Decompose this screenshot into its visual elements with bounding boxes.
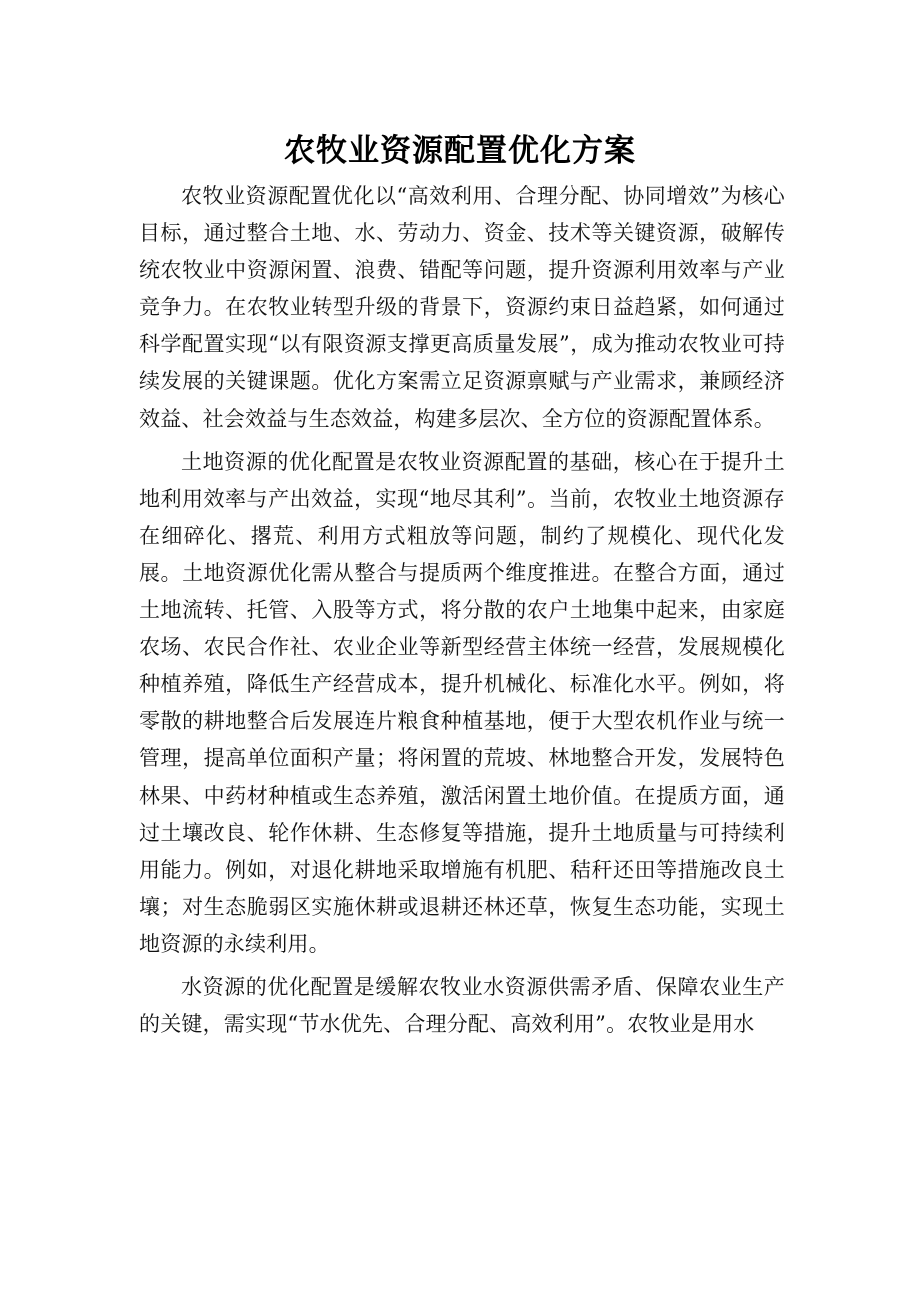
paragraph-land-resources: 土地资源的优化配置是农牧业资源配置的基础，核心在于提升土地利用效率与产出效益，实现“地尽其利”。当前，农牧业土地资源存在细碎化、撂荒、利用方式粗放等问题，制约了规模化、现代化发展。土地资源优化需从整合与提质两个维度推进。在整合方面，通过土地流转、托管、入股等方式，将分散的农户土地集中起来，由家庭农场、农民合作社、农业企业等新型经营主体统一经营，发展规模化种植养殖，降低生产经营成本，提升机械化、标准化水平。例如，将零散的耕地整合后发展连片粮食种植基地，便于大型农机作业与统一管理，提高单位面积产量；将闲置的荒坡、林地整合开发，发展特色林果、中药材种植或生态养殖，激活闲置土地价值。在提质方面，通过土壤改良、轮作休耕、生态修复等措施，提升土地质量与可持续利用能力。例如，对退化耕地采取增施有机肥、秸秆还田等措施改良土壤；对生态脆弱区实施休耕或退耕还林还草，恢复生态功能，实现土地资源的永续利用。 bbox=[139, 449, 785, 956]
document-title: 农牧业资源配置优化方案 bbox=[284, 133, 636, 169]
paragraph-intro: 农牧业资源配置优化以“高效利用、合理分配、协同增效”为核心目标，通过整合土地、水、劳动力、资金、技术等关键资源，破解传统农牧业中资源闲置、浪费、错配等问题，提升资源利用效率与产业竞争力。在农牧业转型升级的背景下，资源约束日益趋紧，如何通过科学配置实现“以有限资源支撑更高质量发展”，成为推动农牧业可持续发展的关键课题。优化方案需立足资源禀赋与产业需求，兼顾经济效益、社会效益与生态效益，构建多层次、全方位的资源配置体系。 bbox=[139, 184, 785, 431]
document-body bbox=[139, 178, 785, 1043]
paragraph-water-resources: 水资源的优化配置是缓解农牧业水资源供需矛盾、保障农业生产的关键，需实现“节水优先、合理分配、高效利用”。农牧业是用水 bbox=[139, 974, 785, 1037]
